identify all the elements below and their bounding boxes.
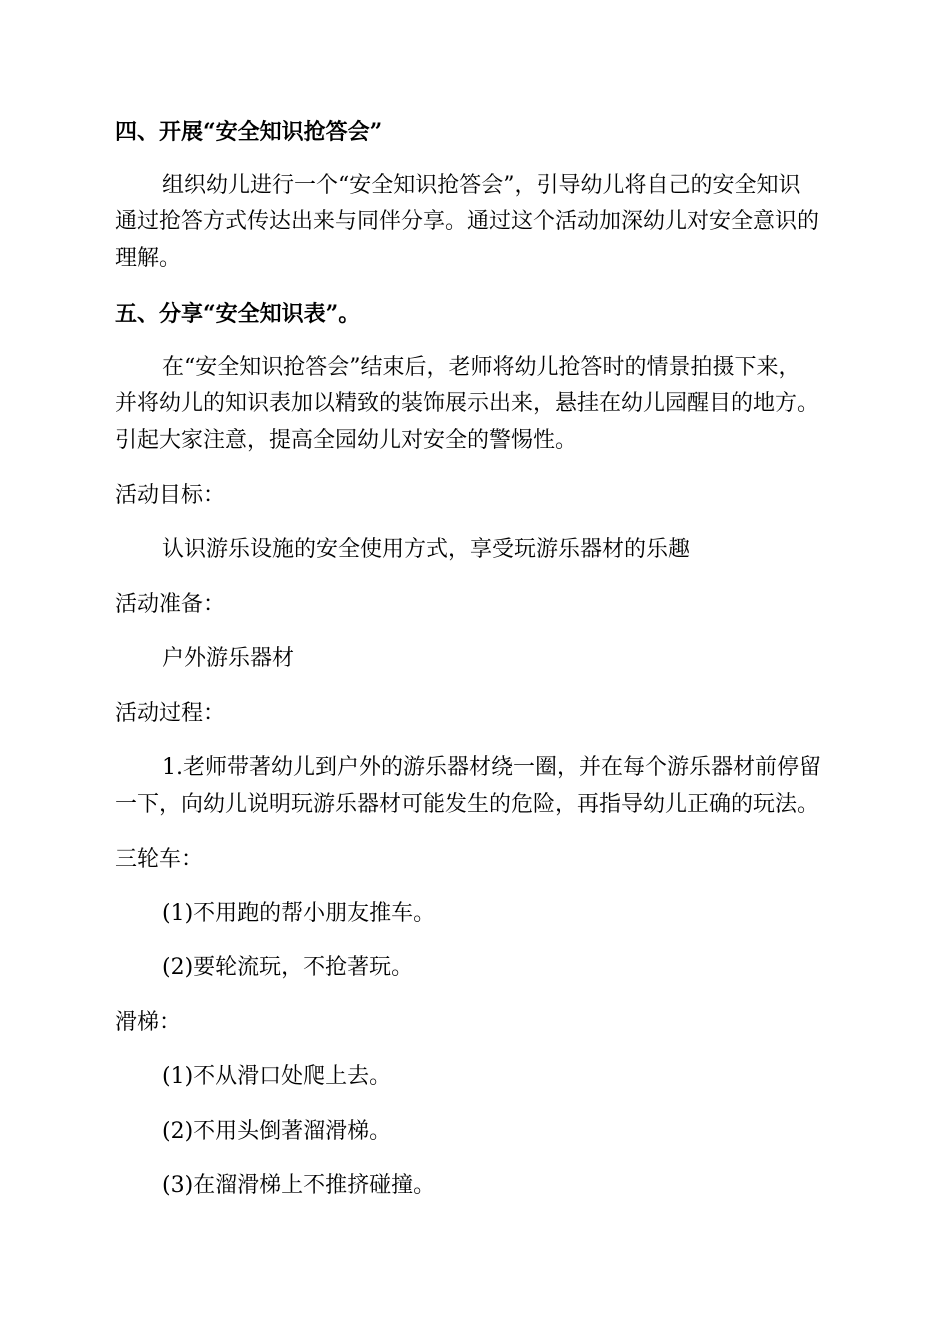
activity-prep-text: 户外游乐器材 — [162, 646, 295, 671]
process-step-1-line-2: 一下，向幼儿说明玩游乐器材可能发生的危险，再指导幼儿正确的玩法。 — [115, 792, 820, 817]
section-5-paragraph-line-1: 在“安全知识抢答会”结束后，老师将幼儿抢答时的情景拍摄下来， — [162, 355, 801, 380]
activity-goal-label: 活动目标： — [115, 483, 226, 508]
section-4-paragraph-line-2: 通过抢答方式传达出来与同伴分享。通过这个活动加深幼儿对安全意识的 — [115, 209, 820, 234]
slide-label: 滑梯： — [115, 1010, 182, 1035]
slide-rule-2: (2)不用头倒著溜滑梯。 — [162, 1119, 392, 1144]
section-5-heading: 五、分享“安全知识表”。 — [115, 301, 361, 327]
tricycle-rule-1: (1)不用跑的帮小朋友推车。 — [162, 901, 436, 926]
tricycle-label: 三轮车： — [115, 847, 204, 872]
process-step-1-line-1: 1.老师带著幼儿到户外的游乐器材绕一圈，并在每个游乐器材前停留 — [162, 755, 821, 780]
tricycle-rule-2: (2)要轮流玩，不抢著玩。 — [162, 955, 414, 980]
slide-rule-3: (3)在溜滑梯上不推挤碰撞。 — [162, 1173, 436, 1198]
section-4-paragraph-line-1: 组织幼儿进行一个“安全知识抢答会”，引导幼儿将自己的安全知识 — [162, 173, 801, 198]
slide-rule-1: (1)不从滑口处爬上去。 — [162, 1064, 392, 1089]
activity-prep-label: 活动准备： — [115, 592, 226, 617]
activity-process-label: 活动过程： — [115, 701, 226, 726]
section-5-paragraph-line-2: 并将幼儿的知识表加以精致的装饰展示出来，悬挂在幼儿园醒目的地方。 — [115, 391, 820, 416]
section-4-heading: 四、开展“安全知识抢答会” — [115, 119, 383, 145]
activity-goal-text: 认识游乐设施的安全使用方式，享受玩游乐器材的乐趣 — [162, 537, 691, 562]
section-5-paragraph-line-3: 引起大家注意，提高全园幼儿对安全的警惕性。 — [115, 428, 578, 453]
section-4-paragraph-line-3: 理解。 — [115, 246, 182, 271]
